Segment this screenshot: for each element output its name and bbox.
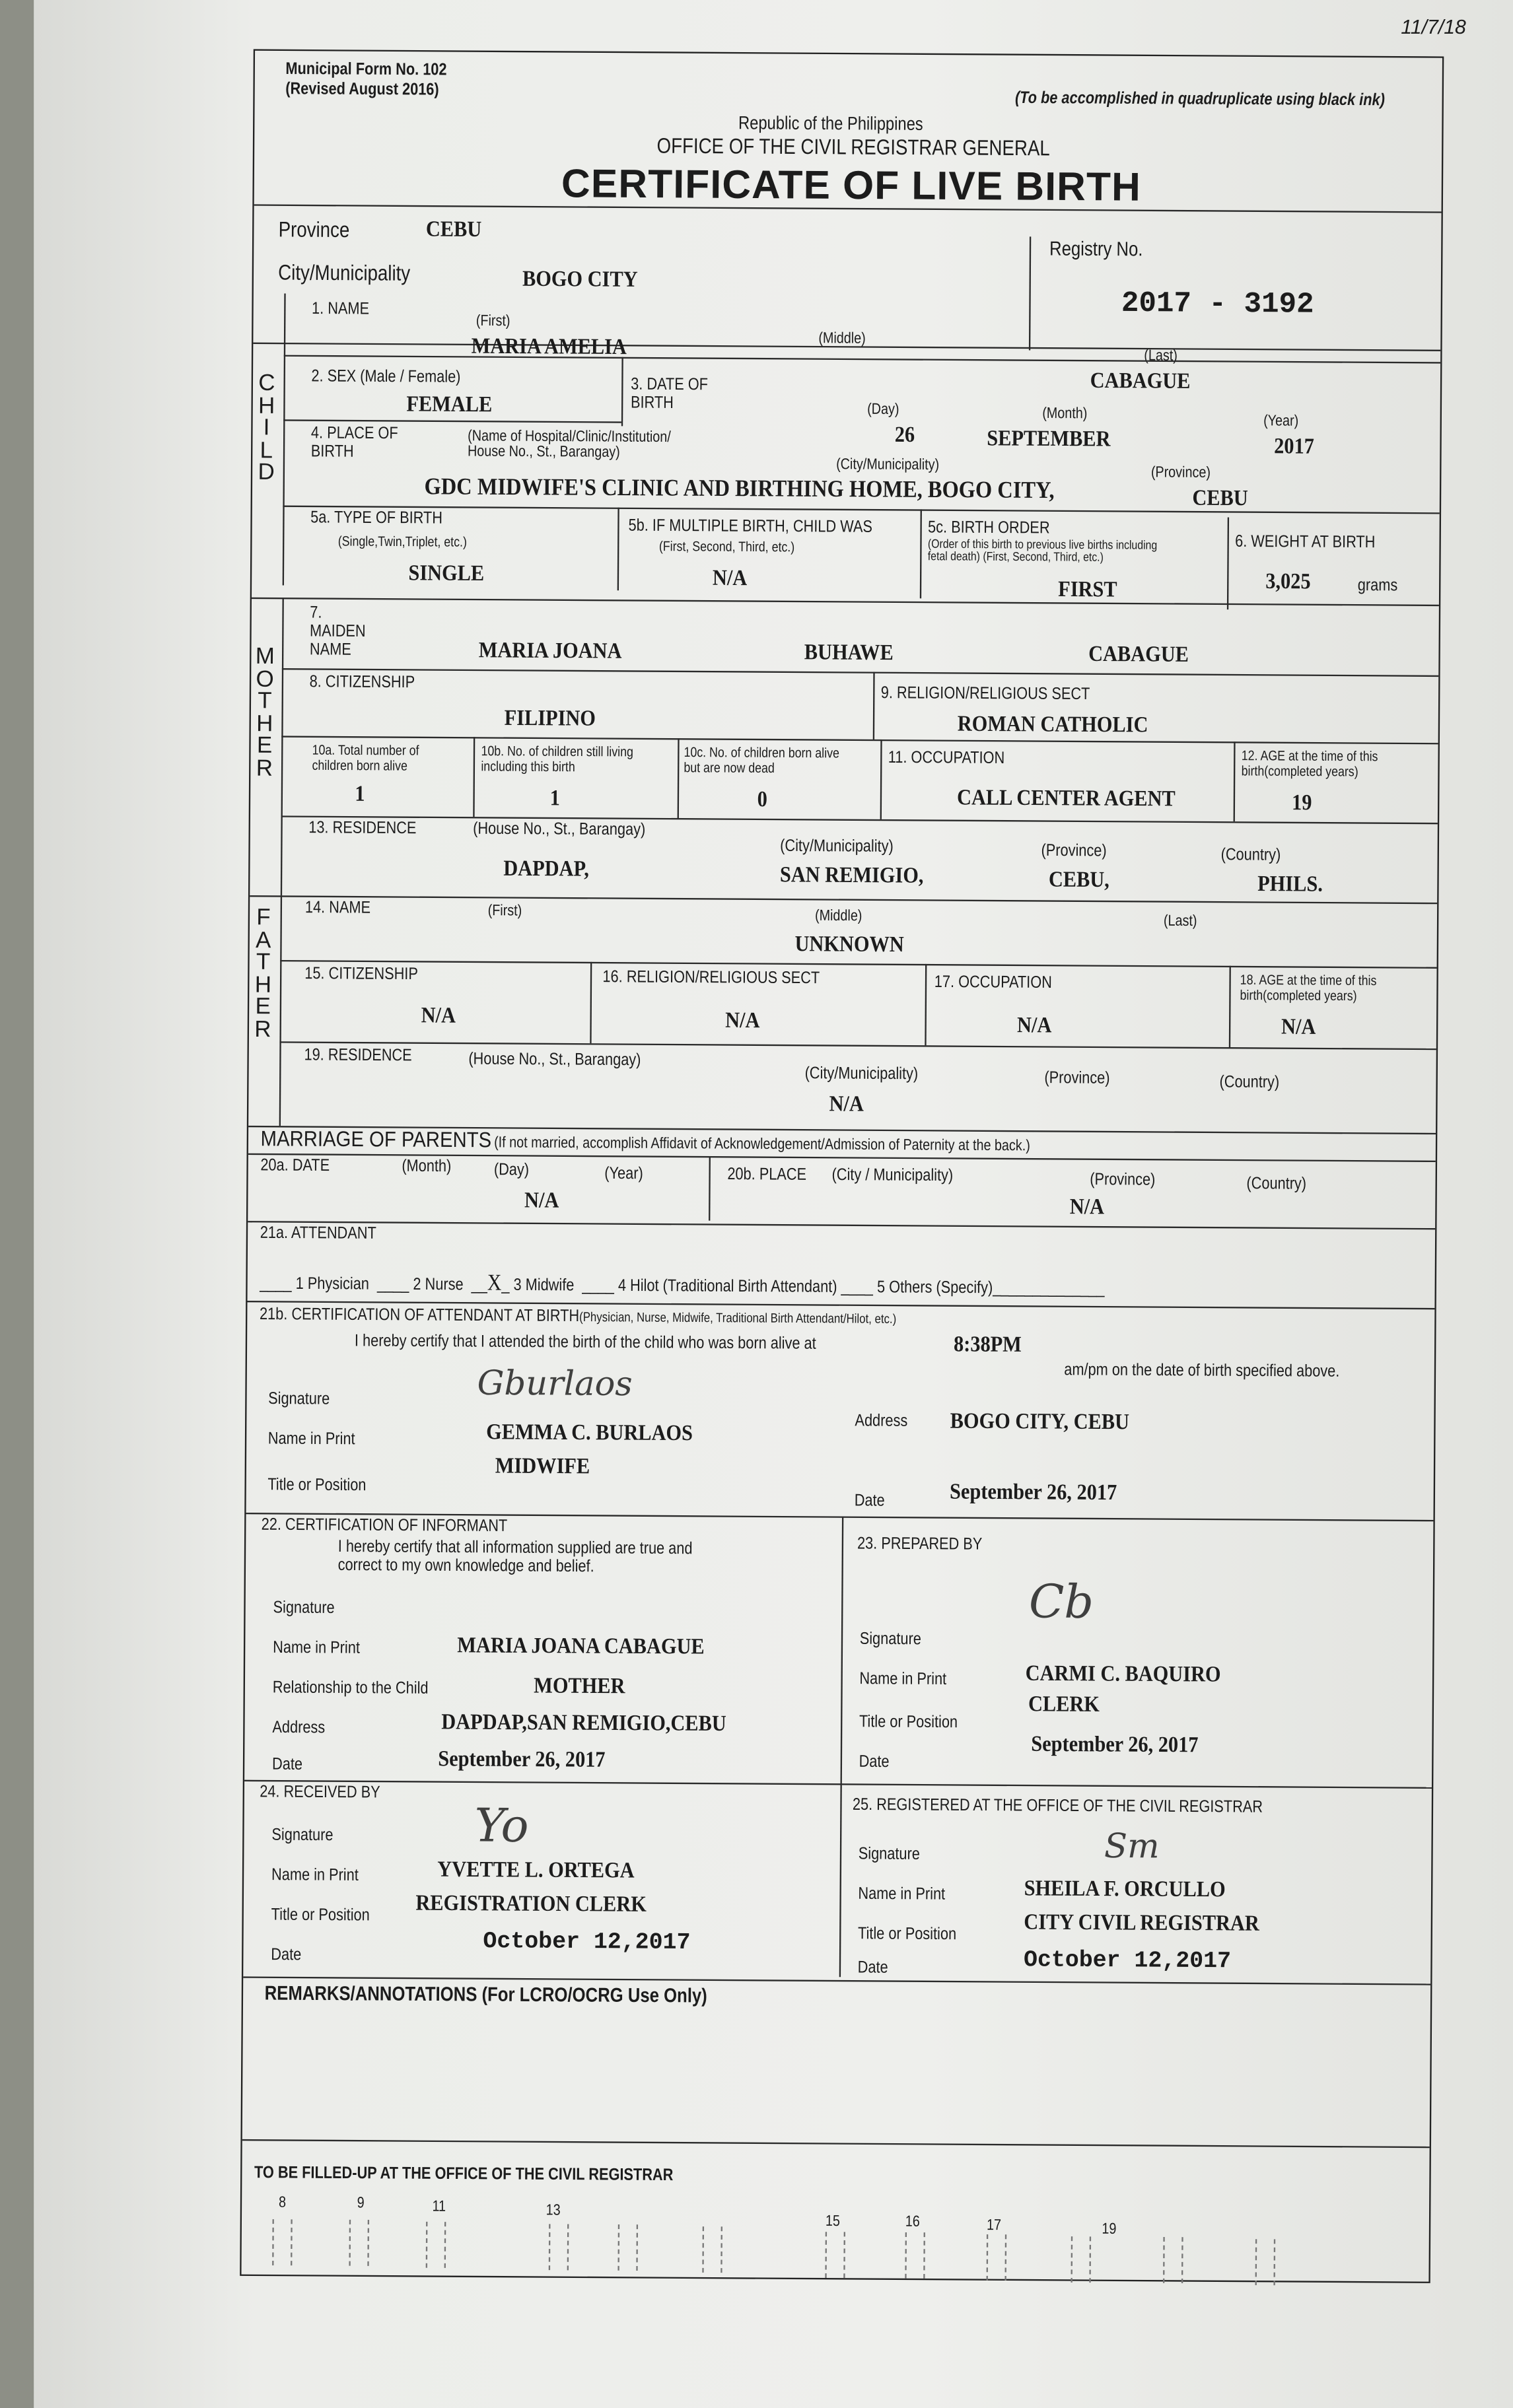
corner-note: 11/7/18 bbox=[1401, 15, 1466, 39]
divider bbox=[280, 960, 1436, 969]
code-box bbox=[1255, 2239, 1276, 2285]
prepared-date: September 26, 2017 bbox=[1031, 1732, 1199, 1758]
code-16: 16 bbox=[905, 2214, 920, 2231]
marriage-date: N/A bbox=[524, 1188, 559, 1214]
mother-last-name: CABAGUE bbox=[1088, 642, 1189, 668]
middle-label: (Middle) bbox=[818, 330, 866, 348]
code-box bbox=[349, 2220, 369, 2266]
father-residence: N/A bbox=[829, 1092, 864, 1117]
informant-relationship-label: Relationship to the Child bbox=[272, 1678, 429, 1698]
father-city-label: (City/Municipality) bbox=[804, 1064, 919, 1084]
attendant-label: 21a. ATTENDANT bbox=[260, 1223, 376, 1243]
registered-title-label: Title or Position bbox=[857, 1925, 957, 1944]
divider bbox=[281, 598, 284, 895]
divider bbox=[281, 815, 1438, 824]
marriage-note: (If not married, accomplish Affidavit of Acknowledgement/Admission of Paternity at the back.) bbox=[494, 1134, 1030, 1155]
divider bbox=[284, 355, 1440, 364]
birth-order-hint: (Order of this birth to previous live births including fetal death) (First, Second, Third, etc.) bbox=[927, 537, 1158, 565]
multiple-birth-label: 5b. IF MULTIPLE BIRTH, CHILD WAS bbox=[628, 516, 873, 537]
mother-residence-country: PHILS. bbox=[1257, 872, 1323, 897]
code-13: 13 bbox=[545, 2202, 561, 2220]
attendant-title-label: Title or Position bbox=[267, 1476, 367, 1496]
received-title: REGISTRATION CLERK bbox=[415, 1891, 647, 1918]
birth-weight: 3,025 bbox=[1265, 569, 1311, 595]
code-box bbox=[1163, 2237, 1183, 2283]
code-box bbox=[987, 2234, 1007, 2281]
multiple-birth-hint: (First, Second, Third, etc.) bbox=[658, 538, 795, 555]
divider bbox=[590, 962, 592, 1043]
child-birth-day: 26 bbox=[894, 423, 915, 448]
prepared-signature: Cb bbox=[1028, 1575, 1094, 1630]
pob-label: 4. PLACE OF BIRTH bbox=[310, 424, 398, 462]
father-last-label: (Last) bbox=[1163, 913, 1197, 930]
received-by-label: 24. RECEIVED BY bbox=[260, 1783, 380, 1803]
attendant-cert-header bbox=[260, 1305, 896, 1328]
remarks-label: REMARKS/ANNOTATIONS (For LCRO/OCRG Use Only) bbox=[264, 1981, 707, 2007]
mother-residence-province: CEBU, bbox=[1048, 868, 1109, 893]
attendant-cert-text: I hereby certify that I attended the birth of the child who was born alive at bbox=[354, 1332, 816, 1354]
registrar-use-label: TO BE FILLED-UP AT THE OFFICE OF THE CIVIL REGISTRAR bbox=[254, 2164, 674, 2185]
mother-citizenship-label: 8. CITIZENSHIP bbox=[309, 673, 415, 693]
pob-province-label: (Province) bbox=[1150, 464, 1211, 482]
child-section-label: C H I L D bbox=[258, 370, 275, 486]
code-box bbox=[702, 2226, 722, 2273]
marriage-title: MARRIAGE OF PARENTS bbox=[260, 1125, 492, 1152]
child-name-label: 1. NAME bbox=[311, 300, 370, 319]
father-citizenship: N/A bbox=[421, 1004, 456, 1029]
divider bbox=[279, 895, 282, 1126]
divider bbox=[1229, 966, 1231, 1047]
father-name-label: 14. NAME bbox=[304, 899, 371, 918]
child-birth-month: SEPTEMBER bbox=[987, 427, 1111, 452]
mother-age-label: 12. AGE at the time of this birth(completed years) bbox=[1241, 747, 1378, 780]
year-label: (Year) bbox=[1263, 413, 1299, 430]
form-instruction: (To be accomplished in quadruplicate using black ink) bbox=[1014, 88, 1385, 110]
pob-hint: (Name of Hospital/Clinic/Institution/ House No., St., Barangay) bbox=[467, 428, 671, 462]
divider bbox=[279, 1041, 1436, 1050]
code-box bbox=[1071, 2236, 1091, 2283]
code-9: 9 bbox=[357, 2195, 365, 2213]
marriage-year-label: (Year) bbox=[604, 1164, 643, 1184]
registry-label: Registry No. bbox=[1049, 236, 1143, 261]
republic-label: Republic of the Philippines bbox=[738, 112, 923, 135]
code-box bbox=[617, 2224, 638, 2271]
registered-date-stamp: October 12,2017 bbox=[1023, 1947, 1232, 1975]
city-value: BOGO CITY bbox=[522, 267, 638, 293]
registered-name-label: Name in Print bbox=[858, 1884, 946, 1904]
children-dead-label: 10c. No. of children born alive but are now dead bbox=[684, 744, 839, 776]
received-date-label: Date bbox=[271, 1946, 302, 1965]
attendant-name: GEMMA C. BURLAOS bbox=[486, 1420, 693, 1447]
province-label: Province bbox=[278, 217, 350, 242]
informant-signature-label: Signature bbox=[273, 1599, 335, 1618]
father-middle-label: (Middle) bbox=[814, 908, 862, 926]
child-sex: FEMALE bbox=[406, 392, 493, 418]
code-19: 19 bbox=[1102, 2221, 1117, 2238]
divider bbox=[920, 509, 922, 598]
divider bbox=[621, 357, 623, 427]
birth-order: FIRST bbox=[1058, 578, 1117, 603]
child-first-name: MARIA AMELIA bbox=[471, 334, 627, 361]
option-nurse: 2 Nurse bbox=[413, 1276, 464, 1295]
province-value: CEBU bbox=[425, 217, 482, 243]
office-label: OFFICE OF THE CIVIL REGISTRAR GENERAL bbox=[656, 133, 1050, 160]
father-occupation: N/A bbox=[1016, 1014, 1052, 1039]
children-born-alive: 1 bbox=[355, 782, 365, 808]
code-17: 17 bbox=[986, 2217, 1002, 2235]
registry-number: 2017 - 3192 bbox=[1121, 286, 1314, 322]
father-name: UNKNOWN bbox=[794, 932, 904, 958]
marriage-province-label: (Province) bbox=[1090, 1171, 1156, 1190]
prepared-title: CLERK bbox=[1028, 1692, 1100, 1718]
birth-certificate-form bbox=[240, 49, 1444, 2283]
informant-name: MARIA JOANA CABAGUE bbox=[457, 1634, 705, 1660]
registered-name: SHEILA F. ORCULLO bbox=[1024, 1876, 1226, 1903]
option-physician: 1 Physician bbox=[295, 1274, 370, 1294]
birth-order-label: 5c. BIRTH ORDER bbox=[928, 518, 1050, 538]
divider bbox=[242, 2139, 1430, 2148]
prepared-by-label: 23. PREPARED BY bbox=[857, 1534, 983, 1554]
marriage-place: N/A bbox=[1069, 1195, 1105, 1220]
divider bbox=[283, 419, 621, 423]
mother-age: 19 bbox=[1291, 791, 1312, 816]
children-born-alive-label: 10a. Total number of children born alive bbox=[312, 741, 419, 774]
last-label: (Last) bbox=[1144, 347, 1178, 365]
father-citizenship-label: 15. CITIZENSHIP bbox=[304, 965, 418, 984]
birth-type-hint: (Single,Twin,Triplet, etc.) bbox=[337, 533, 468, 550]
page-title: CERTIFICATE OF LIVE BIRTH bbox=[561, 160, 1142, 210]
divider bbox=[873, 672, 875, 740]
sex-label: 2. SEX (Male / Female) bbox=[311, 367, 461, 387]
marriage-date-label: 20a. DATE bbox=[260, 1156, 330, 1176]
weight-unit: grams bbox=[1357, 576, 1398, 596]
weight-label: 6. WEIGHT AT BIRTH bbox=[1235, 532, 1376, 553]
attendant-cert-text-end: am/pm on the date of birth specified above. bbox=[1064, 1361, 1340, 1381]
child-birth-year: 2017 bbox=[1274, 434, 1314, 460]
month-label: (Month) bbox=[1042, 405, 1088, 423]
code-8: 8 bbox=[278, 2195, 287, 2212]
attendant-cert-label: 21b. CERTIFICATION OF ATTENDANT AT BIRTH bbox=[259, 1305, 580, 1326]
received-name: YVETTE L. ORTEGA bbox=[437, 1857, 635, 1884]
father-country-label: (Country) bbox=[1219, 1073, 1280, 1092]
received-signature-label: Signature bbox=[271, 1826, 334, 1845]
divider bbox=[244, 1780, 1432, 1789]
prepared-title-label: Title or Position bbox=[859, 1713, 958, 1733]
divider bbox=[1029, 236, 1031, 350]
registered-signature: Sm bbox=[1104, 1828, 1160, 1867]
mother-occupation-label: 11. OCCUPATION bbox=[888, 748, 1005, 768]
registered-signature-label: Signature bbox=[858, 1845, 920, 1864]
divider bbox=[617, 508, 619, 591]
children-dead: 0 bbox=[757, 788, 768, 813]
mother-residence-label: 13. RESIDENCE bbox=[308, 819, 417, 839]
marriage-day-label: (Day) bbox=[493, 1161, 530, 1180]
attendant-title: MIDWIFE bbox=[495, 1454, 590, 1480]
residence-province-label: (Province) bbox=[1041, 841, 1107, 861]
mother-residence-barangay: DAPDAP, bbox=[503, 856, 589, 882]
mother-residence-city: SAN REMIGIO, bbox=[779, 863, 924, 889]
mother-occupation: CALL CENTER AGENT bbox=[956, 786, 1176, 812]
divider bbox=[283, 506, 1439, 514]
child-birth-place: GDC MIDWIFE'S CLINIC AND BIRTHING HOME, BOGO CITY, bbox=[424, 473, 1055, 504]
dob-label: 3. DATE OF BIRTH bbox=[630, 375, 709, 413]
birth-type: SINGLE bbox=[408, 561, 485, 587]
option-midwife: 3 Midwife bbox=[513, 1276, 575, 1295]
received-date-stamp: October 12,2017 bbox=[483, 1929, 691, 1956]
birth-time: 8:38PM bbox=[953, 1332, 1022, 1358]
city-label: City/Municipality bbox=[278, 259, 411, 285]
option-hilot: 4 Hilot (Traditional Birth Attendant) bbox=[617, 1276, 837, 1297]
informant-relationship: MOTHER bbox=[534, 1674, 625, 1700]
divider bbox=[880, 740, 882, 819]
father-section-label: F A T H E R bbox=[254, 905, 272, 1043]
father-religion-label: 16. RELIGION/RELIGIOUS SECT bbox=[602, 968, 820, 988]
attendant-date-label: Date bbox=[854, 1492, 885, 1511]
informant-address: DAPDAP,SAN REMIGIO,CEBU bbox=[441, 1710, 726, 1737]
form-revision: (Revised August 2016) bbox=[285, 80, 439, 100]
birth-type-label: 5a. TYPE OF BIRTH bbox=[310, 508, 443, 528]
attendant-options: ____ 1 Physician ____ 2 Nurse __X_ 3 Midwife ____ 4 Hilot (Traditional Birth Attendant) ____ 5 Others (Specify)______________ bbox=[260, 1271, 1105, 1299]
received-name-label: Name in Print bbox=[271, 1866, 359, 1885]
mother-middle-name: BUHAWE bbox=[804, 640, 894, 666]
divider bbox=[1234, 741, 1236, 821]
divider bbox=[282, 668, 1438, 677]
divider bbox=[283, 294, 286, 586]
mother-religion-label: 9. RELIGION/RELIGIOUS SECT bbox=[880, 684, 1090, 705]
first-label: (First) bbox=[475, 313, 510, 331]
informant-date-label: Date bbox=[272, 1755, 303, 1774]
code-15: 15 bbox=[825, 2213, 840, 2231]
received-signature: Yo bbox=[474, 1799, 529, 1854]
prepared-name: CARMI C. BAQUIRO bbox=[1025, 1661, 1221, 1688]
mother-citizenship: FILIPINO bbox=[504, 706, 596, 732]
informant-label: 22. CERTIFICATION OF INFORMANT bbox=[261, 1515, 508, 1536]
attendant-signature: Gburlaos bbox=[477, 1365, 633, 1405]
father-province-label: (Province) bbox=[1044, 1069, 1110, 1088]
pob-city-label: (City/Municipality) bbox=[836, 456, 940, 475]
residence-country-label: (Country) bbox=[1220, 846, 1281, 865]
father-residence-hint: (House No., St., Barangay) bbox=[468, 1050, 641, 1070]
received-title-label: Title or Position bbox=[271, 1906, 370, 1925]
prepared-signature-label: Signature bbox=[859, 1630, 921, 1649]
divider bbox=[709, 1156, 711, 1221]
mother-name-label: 7. MAIDEN NAME bbox=[309, 603, 366, 660]
attendant-signature-label: Signature bbox=[268, 1390, 330, 1409]
child-last-name: CABAGUE bbox=[1090, 368, 1191, 395]
code-box bbox=[272, 2219, 293, 2265]
divider bbox=[925, 964, 927, 1045]
father-occupation-label: 17. OCCUPATION bbox=[934, 973, 1052, 992]
registered-title: CITY CIVIL REGISTRAR bbox=[1024, 1910, 1259, 1937]
prepared-date-label: Date bbox=[859, 1752, 890, 1772]
attendant-cert-hint: (Physician, Nurse, Midwife, Traditional Birth Attendant/Hilot, etc.) bbox=[579, 1309, 897, 1326]
marriage-city-label: (City / Municipality) bbox=[831, 1166, 954, 1186]
code-box bbox=[549, 2224, 569, 2270]
code-11: 11 bbox=[432, 2199, 446, 2216]
father-first-label: (First) bbox=[487, 903, 522, 920]
divider bbox=[281, 736, 1438, 744]
informant-date: September 26, 2017 bbox=[438, 1747, 606, 1773]
mother-first-name: MARIA JOANA bbox=[478, 638, 622, 664]
code-box bbox=[825, 2232, 845, 2278]
residence-hint: (House No., St., Barangay) bbox=[473, 819, 646, 840]
divider bbox=[678, 738, 680, 818]
divider bbox=[252, 598, 1439, 606]
attendant-date: September 26, 2017 bbox=[949, 1480, 1117, 1506]
registered-label: 25. REGISTERED AT THE OFFICE OF THE CIVIL REGISTRAR bbox=[852, 1795, 1263, 1817]
midwife-check-mark: X bbox=[487, 1271, 502, 1297]
prepared-name-label: Name in Print bbox=[859, 1670, 947, 1689]
mother-religion: ROMAN CATHOLIC bbox=[957, 712, 1148, 738]
father-residence-label: 19. RESIDENCE bbox=[304, 1046, 412, 1066]
attendant-name-label: Name in Print bbox=[267, 1429, 355, 1449]
father-age: N/A bbox=[1281, 1015, 1316, 1041]
informant-text: I hereby certify that all information supplied are true and correct to my own knowledge and belief. bbox=[337, 1538, 693, 1577]
attendant-address: BOGO CITY, CEBU bbox=[950, 1409, 1130, 1435]
code-box bbox=[905, 2232, 925, 2279]
child-birth-province: CEBU bbox=[1192, 486, 1248, 512]
children-living-label: 10b. No. of children still living including this birth bbox=[481, 743, 634, 774]
attendant-address-label: Address bbox=[855, 1412, 908, 1431]
father-religion: N/A bbox=[725, 1008, 760, 1034]
divider bbox=[839, 1516, 844, 1977]
option-others: 5 Others (Specify) bbox=[876, 1278, 993, 1298]
code-box bbox=[426, 2222, 446, 2268]
mother-section-label: M O T H E R bbox=[255, 643, 275, 781]
marriage-place-label: 20b. PLACE bbox=[727, 1165, 807, 1185]
divider bbox=[1227, 518, 1229, 610]
children-living: 1 bbox=[549, 786, 561, 811]
marriage-country-label: (Country) bbox=[1246, 1175, 1307, 1194]
divider bbox=[248, 1221, 1435, 1229]
day-label: (Day) bbox=[867, 401, 899, 419]
father-age-label: 18. AGE at the time of this birth(completed years) bbox=[1240, 972, 1377, 1004]
registered-date-label: Date bbox=[857, 1958, 888, 1978]
multiple-birth: N/A bbox=[712, 566, 748, 592]
informant-name-label: Name in Print bbox=[273, 1638, 361, 1658]
informant-address-label: Address bbox=[272, 1718, 326, 1738]
divider bbox=[473, 737, 475, 817]
marriage-month-label: (Month) bbox=[402, 1157, 452, 1177]
residence-city-label: (City/Municipality) bbox=[780, 837, 894, 856]
form-number: Municipal Form No. 102 bbox=[285, 60, 447, 80]
